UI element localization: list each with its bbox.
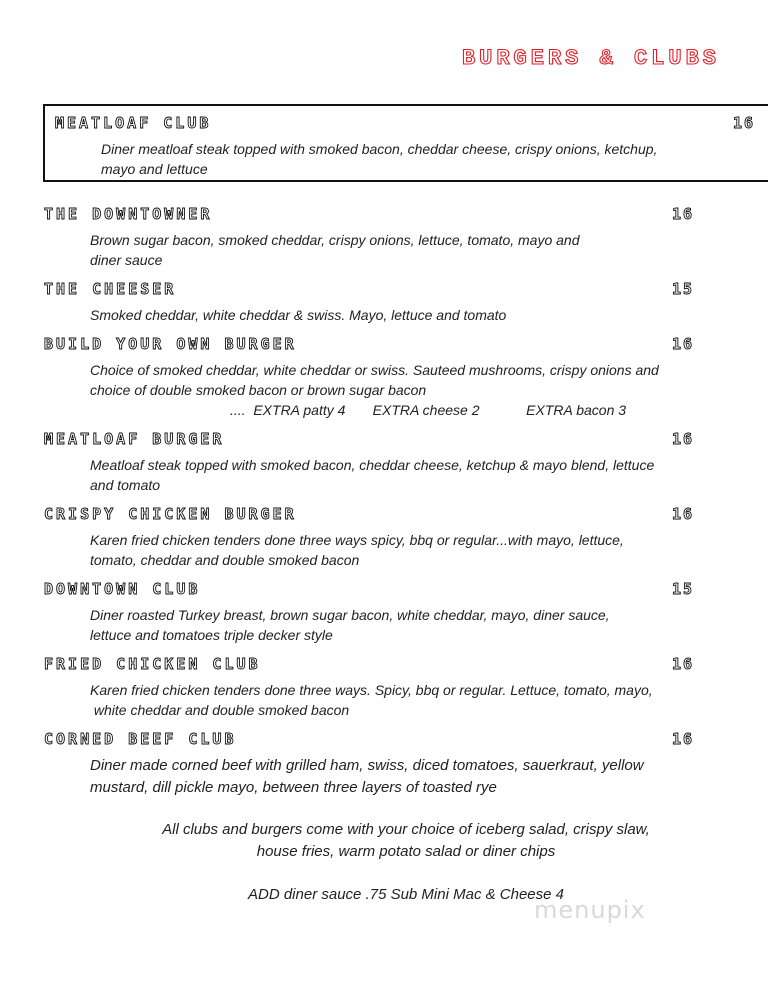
item-price: 16 <box>671 655 694 673</box>
item-price: 15 <box>671 280 694 298</box>
description-line: Diner roasted Turkey breast, brown sugar bacon, white cheddar, mayo, diner sauce, <box>90 607 610 623</box>
section-title: BURGERS & CLUBS <box>461 46 720 71</box>
description-line: tomato, cheddar and double smoked bacon <box>90 552 360 568</box>
description-line: mustard, dill pickle mayo, between three layers of toasted rye <box>90 779 497 796</box>
description-line: Karen fried chicken tenders done three ways spicy, bbq or regular...with mayo, lettuce, <box>90 532 624 548</box>
item-name: MEATLOAF BURGER <box>44 430 225 448</box>
sides-note <box>0 819 768 863</box>
item-name: CORNED BEEF CLUB <box>44 730 237 748</box>
description-line: Brown sugar bacon, smoked cheddar, crispy onions, lettuce, tomato, mayo and <box>90 232 580 248</box>
add-ons-note <box>0 884 768 906</box>
description-line: white cheddar and double smoked bacon <box>90 702 350 718</box>
menu-item-meatloaf-club <box>55 114 763 179</box>
item-price: 16 <box>671 430 694 448</box>
menu-item-meatloaf-burger <box>44 430 704 495</box>
item-description <box>90 455 670 495</box>
item-description <box>90 230 670 270</box>
item-name: THE DOWNTOWNER <box>44 205 213 223</box>
menu-item-crispy-chicken-burger <box>44 505 704 570</box>
description-line: Diner meatloaf steak topped with smoked bacon, cheddar cheese, crispy onions, ketchup, <box>101 141 658 157</box>
description-line: mayo and lettuce <box>101 161 208 177</box>
item-name: THE CHEESER <box>44 280 177 298</box>
description-line: diner sauce <box>90 252 163 268</box>
description-line: Diner made corned beef with grilled ham, swiss, diced tomatoes, sauerkraut, yellow <box>90 757 644 774</box>
item-description <box>90 605 670 645</box>
description-line: Karen fried chicken tenders done three ways. Spicy, bbq or regular. Lettuce, tomato, mayo, <box>90 682 653 698</box>
item-description <box>101 139 661 179</box>
description-line: Choice of smoked cheddar, white cheddar or swiss. Sauteed mushrooms, crispy onions and <box>90 362 659 378</box>
item-description <box>90 755 690 799</box>
menu-item-build-your-own-burger <box>44 335 704 420</box>
item-price: 16 <box>671 730 694 748</box>
featured-item-box <box>43 104 768 182</box>
item-price: 16 <box>671 205 694 223</box>
watermark-logo: menupix <box>534 896 646 924</box>
item-name: BUILD YOUR OWN BURGER <box>44 335 297 353</box>
sides-note-line: house fries, warm potato salad or diner chips <box>256 843 556 860</box>
item-description <box>90 530 670 570</box>
menu-item-corned-beef-club <box>44 730 704 799</box>
menu-item-the-downtowner <box>44 205 704 270</box>
sides-note-line: All clubs and burgers come with your choice of iceberg salad, crispy slaw, <box>162 821 650 838</box>
item-name: CRISPY CHICKEN BURGER <box>44 505 297 523</box>
item-description <box>90 680 670 720</box>
description-line: Smoked cheddar, white cheddar & swiss. Mayo, lettuce and tomato <box>90 307 507 323</box>
item-name: MEATLOAF CLUB <box>55 114 212 132</box>
menu-item-fried-chicken-club <box>44 655 704 720</box>
item-name: FRIED CHICKEN CLUB <box>44 655 261 673</box>
add-ons-line: ADD diner sauce .75 Sub Mini Mac & Cheese 4 <box>248 886 564 903</box>
item-price: 16 <box>671 505 694 523</box>
description-line: choice of double smoked bacon or brown sugar bacon <box>90 382 427 398</box>
item-price: 15 <box>671 580 694 598</box>
item-price: 16 <box>732 114 755 132</box>
item-name: DOWNTOWN CLUB <box>44 580 201 598</box>
description-line: lettuce and tomatoes triple decker style <box>90 627 333 643</box>
item-description <box>90 305 670 325</box>
item-price: 16 <box>671 335 694 353</box>
description-line: Meatloaf steak topped with smoked bacon, cheddar cheese, ketchup & mayo blend, lettuce <box>90 457 655 473</box>
item-description <box>90 360 670 400</box>
extras-line: .... EXTRA patty 4 EXTRA cheese 2 EXTRA bacon 3 <box>230 402 627 418</box>
menu-item-downtown-club <box>44 580 704 645</box>
description-line: and tomato <box>90 477 161 493</box>
menu-item-the-cheeser <box>44 280 704 325</box>
